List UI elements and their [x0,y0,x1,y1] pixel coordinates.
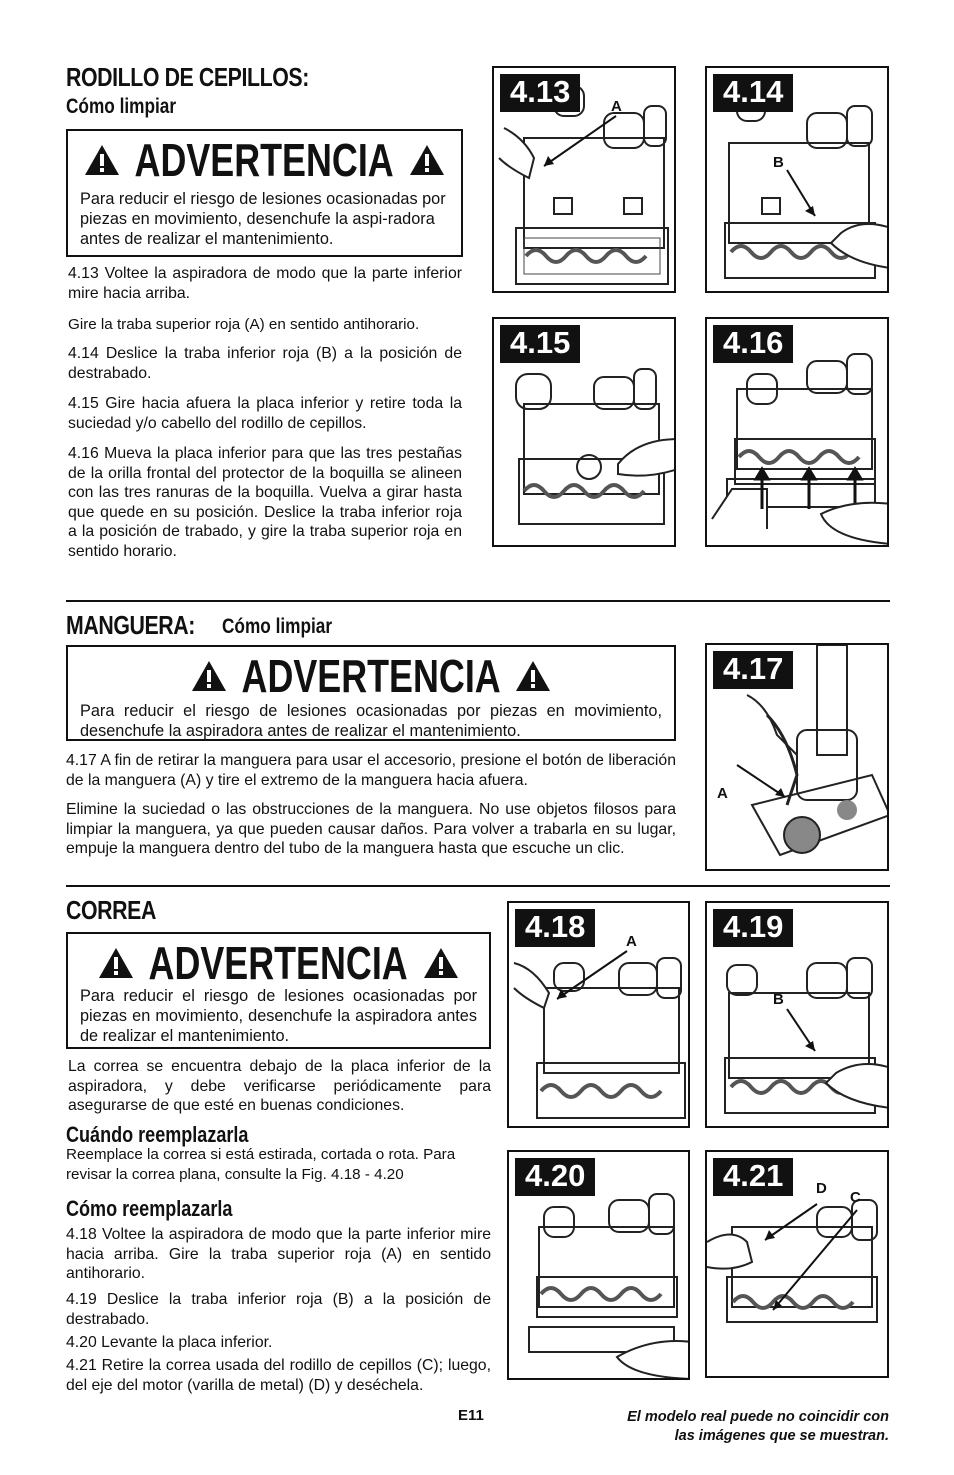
figure-4-14 [705,66,889,293]
warning-triangle-icon [191,660,227,692]
warning-box-hose [66,645,676,741]
warning-triangle-icon [515,660,551,692]
belt-intro: La correa se encuentra debajo de la placa inferior de la aspiradora, y debe verificarse periódicamente para asegurarse de que esté en buenas condiciones. [68,1058,491,1114]
warning-text: Para reducir el riesgo de lesiones ocasionadas por piezas en movimiento, desenchufe la aspiradora antes de realizar el mantenimiento. [80,702,662,740]
section-heading-hose [66,610,223,641]
step-4-16: 4.16 Mueva la placa inferior para que las tres pestañas de la orilla frontal del protector de la boquilla se alineen con las tres ranuras de la boquilla. Vuelva a girar hasta que quede en su posición. Deslice la traba inferior roja a la posición de trabado, y gire la traba superior roja en sentido horario. [68,445,462,560]
figure-4-21 [705,1150,889,1378]
callout-label-d: D [816,1180,827,1197]
step-4-21: 4.21 Retire la correa usada del rodillo de cepillos (C); luego, del eje del motor (varilla de metal) (D) y deséchela. [66,1357,491,1394]
figure-number: 4.13 [500,74,580,112]
warning-header [68,650,674,702]
step-4-17: 4.17 A fin de retirar la manguera para usar el accesorio, presione el botón de liberación de la manguera (A) y tire el extremo de la manguera hacia afuera. [66,752,676,789]
figure-4-16 [705,317,889,547]
callout-label: B [773,154,784,171]
figure-number: 4.20 [515,1158,595,1196]
warning-triangle-icon [84,144,120,176]
figure-number: 4.21 [713,1158,793,1196]
step-4-20: 4.20 Levante la placa inferior. [66,1334,273,1351]
section-title-hose: MANGUERA: [66,610,195,640]
callout-label: A [626,933,637,950]
section-divider [66,885,890,887]
disclaimer-line-1: El modelo real puede no coincidir con [627,1409,889,1425]
step-4-18: 4.18 Voltee la aspiradora de modo que la parte inferior mire hacia arriba. Gire la traba superior roja (A) en sentido antihorario. [66,1226,491,1282]
warning-header [68,937,489,989]
section-subtitle-brushroll: Cómo limpiar [66,95,177,118]
section-title-belt: CORREA [66,895,156,925]
step-4-14: 4.14 Deslice la traba inferior roja (B) a la posición de destrabado. [68,345,462,382]
when-replace-text: Reemplace la correa si está estirada, cortada o rota. Para revisar la correa plana, consulte la Fig. 4.18 - 4.20 [66,1146,456,1183]
callout-label: A [717,785,728,802]
warning-text: Para reducir el riesgo de lesiones ocasionadas por piezas en movimiento, desenchufe la aspiradora antes de realizar el mantenimiento. [80,987,477,1045]
step-4-13: 4.13 Voltee la aspiradora de modo que la parte inferior mire hacia arriba. [68,265,462,302]
warning-text: Para reducir el riesgo de lesiones ocasionadas por piezas en movimiento, desenchufe la aspi-radora antes de realizar el mantenimiento. [80,190,446,248]
warning-triangle-icon [423,947,459,979]
disclaimer-note [520,1408,889,1446]
figure-4-20 [507,1150,690,1380]
step-4-13-b: Gire la traba superior roja (A) en sentido antihorario. [68,316,420,333]
hose-cleaning-text: Elimine la suciedad o las obstrucciones de la manguera. No use objetos filosos para limpiar la manguera, ya que pueden causar daños. Para volver a trabarla en su lugar, empuje la manguera dentro del tubo de la manguera hasta que escuche un clic. [66,801,676,857]
warning-title: ADVERTENCIA [134,134,395,186]
figure-number: 4.15 [500,325,580,363]
figure-number: 4.18 [515,909,595,947]
warning-box-brushroll [66,129,463,257]
figure-number: 4.19 [713,909,793,947]
callout-label: A [611,98,622,115]
when-replace-title: Cuándo reemplazarla [66,1122,249,1147]
section-divider [66,600,890,602]
disclaimer-line-2: las imágenes que se muestran. [674,1428,889,1444]
step-4-19: 4.19 Deslice la traba inferior roja (B) a la posición de destrabado. [66,1291,491,1328]
section-title-brushroll: RODILLO DE CEPILLOS: [66,62,309,92]
how-replace-title: Cómo reemplazarla [66,1196,233,1221]
warning-title: ADVERTENCIA [241,650,501,702]
warning-header [68,134,461,186]
warning-triangle-icon [409,144,445,176]
page-number: E11 [458,1407,484,1424]
callout-label: B [773,991,784,1008]
figure-number: 4.14 [713,74,793,112]
figure-number: 4.17 [713,651,793,689]
warning-title: ADVERTENCIA [148,937,409,989]
figure-4-19 [705,901,889,1128]
section-subtitle-hose: Cómo limpiar [222,615,333,638]
figure-4-18 [507,901,690,1128]
figure-4-13 [492,66,676,293]
warning-box-belt [66,932,491,1049]
figure-number: 4.16 [713,325,793,363]
figure-4-15 [492,317,676,547]
figure-4-17 [705,643,889,871]
step-4-15: 4.15 Gire hacia afuera la placa inferior y retire toda la suciedad y/o cabello del rodillo de cepillos. [68,395,462,432]
warning-triangle-icon [98,947,134,979]
callout-label-c: C [850,1189,861,1206]
